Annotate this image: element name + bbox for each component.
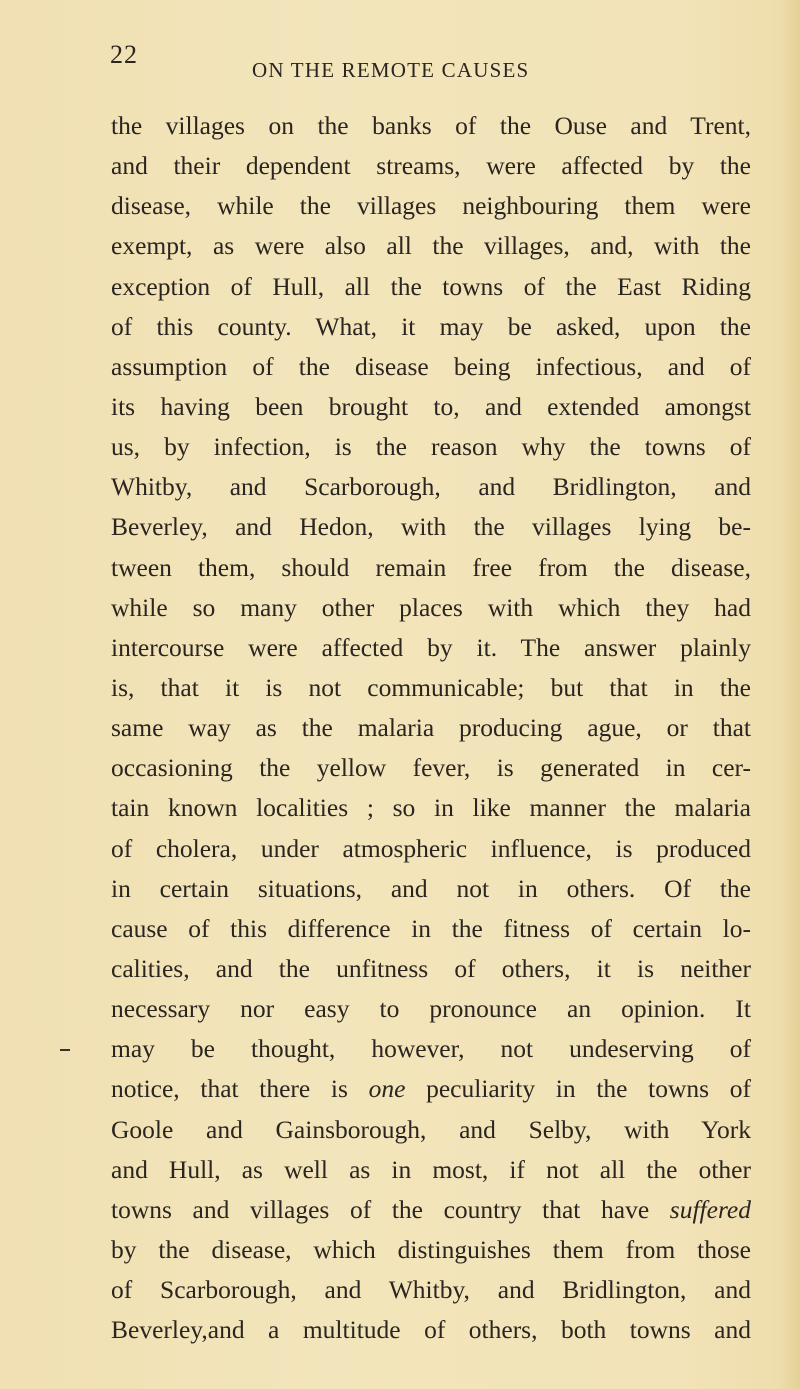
text-line: exempt, as were also all the villages, and, with the (111, 231, 751, 261)
italic-word: suffered (669, 1194, 751, 1224)
text-line: calities, and the unfitness of others, it is neither (111, 953, 751, 983)
text-line: in certain situations, and not in others. Of the (111, 873, 751, 903)
text-line: cause of this difference in the fitness of certain lo- (111, 913, 751, 943)
text-line (111, 1069, 751, 1109)
text-line (111, 1190, 751, 1230)
text-line: necessary nor easy to pronounce an opinion. It (111, 994, 751, 1024)
text-line: the villages on the banks of the Ouse and Trent, (111, 111, 751, 140)
text-line: its having been brought to, and extended amongst (111, 391, 751, 421)
page-edge-shading (778, 0, 800, 1389)
text-line: of Scarborough, and Whitby, and Bridlington, and (111, 1275, 751, 1305)
text-segment: towns and villages of the country that have (111, 1194, 670, 1224)
text-line: while so many other places with which they had (111, 592, 751, 622)
page-number: 22 (110, 40, 138, 69)
text-line: assumption of the disease being infectious, and of (111, 351, 751, 381)
text-line: and their dependent streams, were affected by the (111, 151, 751, 181)
margin-mark (60, 1049, 70, 1051)
text-line: disease, while the villages neighbouring them were (111, 191, 751, 221)
text-segment: notice, that there is (111, 1074, 369, 1104)
text-line: occasioning the yellow fever, is generated in cer- (111, 753, 751, 783)
text-line: Beverley,and a multitude of others, both towns and (111, 1315, 751, 1345)
text-line: exception of Hull, all the towns of the East Riding (111, 271, 751, 301)
text-line: of cholera, under atmospheric influence, is produced (111, 833, 751, 863)
text-line: tween them, should remain free from the disease, (111, 552, 751, 582)
text-segment: peculiarity in the towns of (405, 1074, 751, 1104)
italic-word: one (368, 1074, 406, 1104)
text-line: may be thought, however, not undeserving of (111, 1034, 751, 1064)
running-head: ON THE REMOTE CAUSES (252, 58, 530, 82)
text-line: is, that it is not communicable; but that in the (111, 672, 751, 702)
text-line: us, by infection, is the reason why the towns of (111, 432, 751, 462)
text-line: by the disease, which distinguishes them from those (111, 1234, 751, 1264)
body-text (111, 106, 751, 1350)
text-line: Whitby, and Scarborough, and Bridlington, and (111, 472, 751, 502)
text-line: of this county. What, it may be asked, upon the (111, 311, 751, 341)
text-line: Goole and Gainsborough, and Selby, with York (111, 1114, 751, 1144)
text-line: and Hull, as well as in most, if not all the other (111, 1154, 751, 1184)
text-line: same way as the malaria producing ague, or that (111, 713, 751, 743)
text-line: intercourse were affected by it. The answer plainly (111, 632, 751, 662)
text-line: tain known localities ; so in like manner the malaria (111, 793, 751, 823)
text-line: Beverley, and Hedon, with the villages lying be- (111, 512, 751, 542)
